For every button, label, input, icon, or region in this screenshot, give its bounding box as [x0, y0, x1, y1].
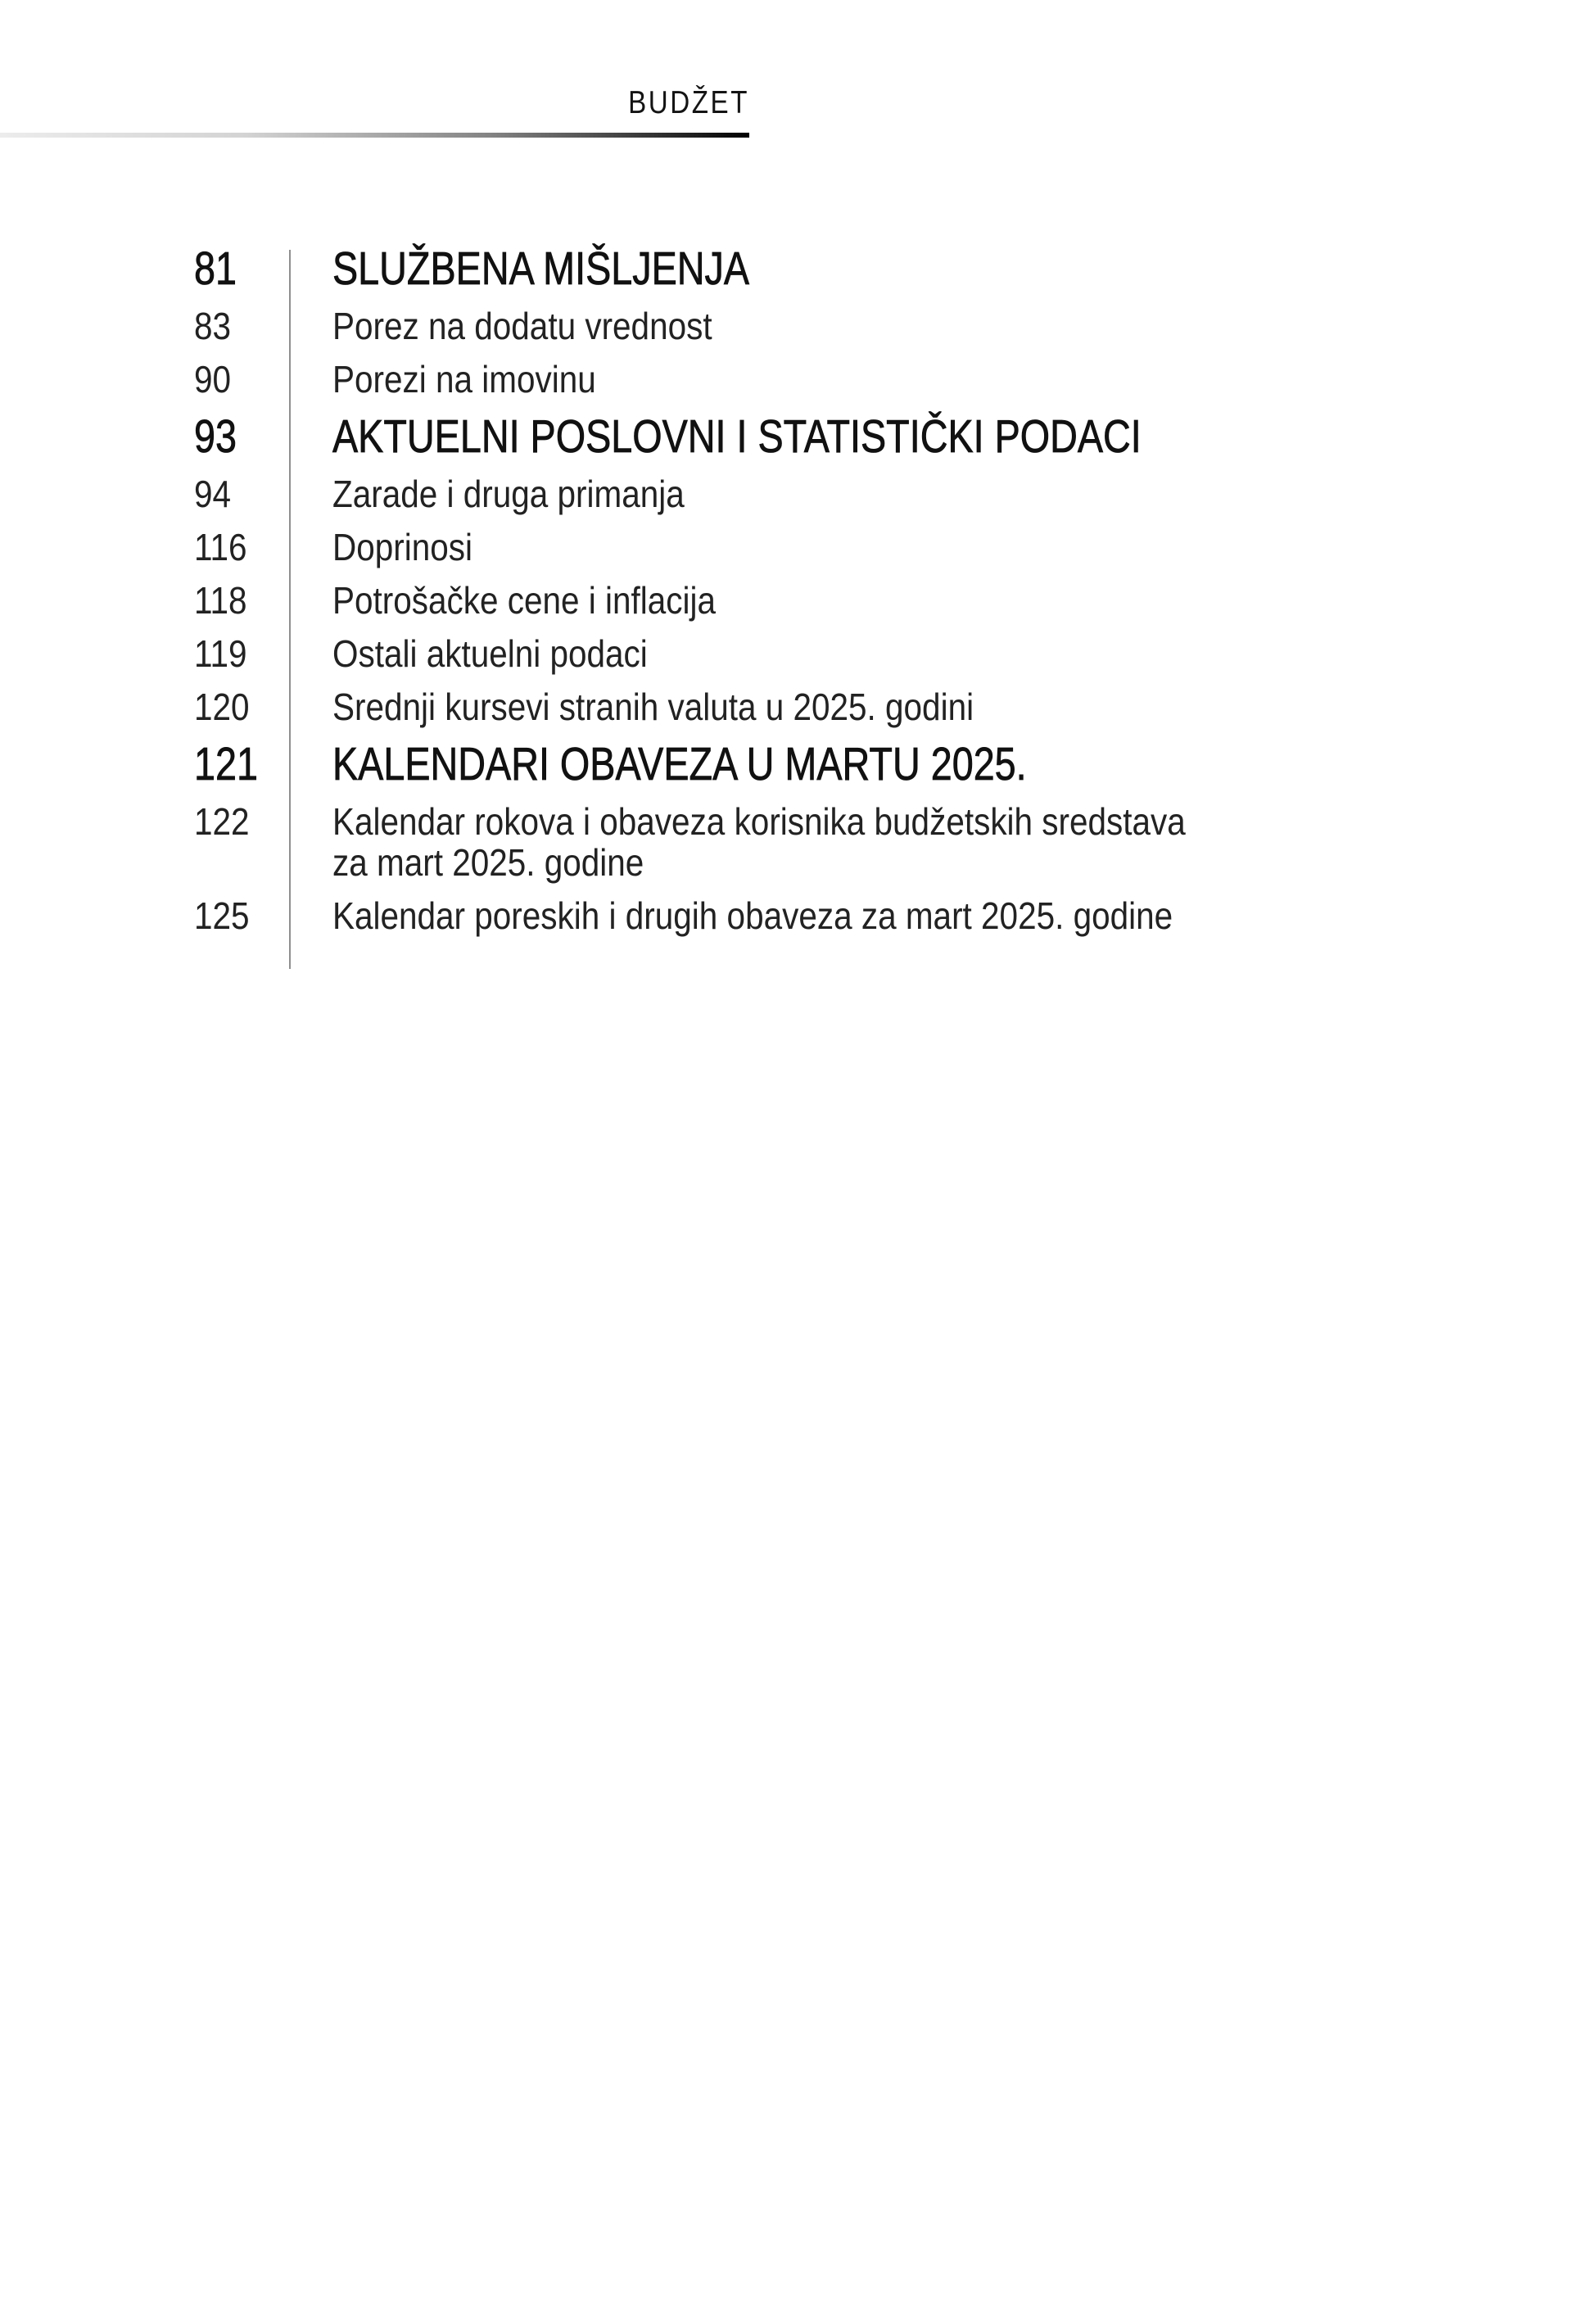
toc-page-number [194, 740, 291, 789]
toc-row [194, 306, 1504, 346]
toc-page-number [194, 473, 291, 514]
page-title [607, 85, 749, 121]
toc-row [194, 740, 1504, 789]
toc-entry-title-line [332, 359, 632, 400]
toc-entry-title-text: za mart 2025. godine [332, 841, 644, 884]
toc-entry-title-text: Kalendar poreskih i drugih obaveza za mart 2025. godine [332, 894, 1173, 937]
toc-entry-title-line [332, 412, 1319, 461]
toc-page-number [194, 359, 291, 400]
toc-entry-title [291, 740, 1179, 789]
toc-page-number [194, 801, 291, 842]
toc-page-number-text: 119 [194, 632, 247, 675]
toc-entry-title [291, 473, 732, 514]
toc-row [194, 527, 1504, 568]
toc-page-number-text: 120 [194, 686, 250, 728]
toc-entry-title [291, 244, 841, 293]
toc-entry-title-text: Porezi na imovinu [332, 358, 596, 401]
toc-page-number-text: 83 [194, 305, 232, 347]
toc-row [194, 244, 1504, 293]
toc-entry-title [291, 359, 632, 400]
toc [194, 244, 1504, 948]
toc-entry-title [291, 895, 1287, 936]
toc-page-number-text: 121 [194, 738, 258, 790]
toc-row [194, 686, 1504, 727]
toc-page-number-text: 90 [194, 358, 232, 401]
toc-entry-title-line [332, 740, 1179, 789]
toc-row [194, 412, 1504, 461]
toc-row [194, 895, 1504, 936]
toc-entry-title-line [332, 244, 841, 293]
toc-entry-title-line [332, 580, 768, 621]
toc-row [194, 801, 1504, 883]
toc-entry-title-line [332, 895, 1287, 936]
toc-page-number-text: 118 [194, 579, 247, 622]
toc-entry-title-text: AKTUELNI POSLOVNI I STATISTIČKI PODACI [332, 410, 1142, 463]
toc-row [194, 359, 1504, 400]
toc-page-number-text: 81 [194, 242, 237, 295]
toc-entry-title-text: Srednji kursevi stranih valuta u 2025. godini [332, 686, 974, 728]
toc-row [194, 580, 1504, 621]
toc-row [194, 473, 1504, 514]
toc-entry-title-line [332, 527, 491, 568]
toc-page-number [194, 633, 291, 674]
toc-entry-title [291, 686, 1061, 727]
toc-page-number [194, 895, 291, 936]
header-gradient-rule [0, 133, 749, 138]
page-title-text: BUDŽET [628, 85, 749, 120]
toc-entry-title-text: Ostali aktuelni podaci [332, 632, 648, 675]
toc-page-number-text: 122 [194, 800, 250, 843]
toc-page-number-text: 116 [194, 526, 247, 568]
toc-entry-title [291, 412, 1319, 461]
toc-page-number-text: 125 [194, 894, 250, 937]
toc-entry-title [291, 801, 1302, 883]
toc-entry-title [291, 527, 491, 568]
toc-page-number [194, 686, 291, 727]
toc-page-number [194, 527, 291, 568]
toc-entry-title-text: SLUŽBENA MIŠLJENJA [332, 242, 750, 295]
toc-entry-title-text: Potrošačke cene i inflacija [332, 579, 717, 622]
toc-entry-title [291, 633, 690, 674]
toc-page-number [194, 306, 291, 346]
toc-row [194, 633, 1504, 674]
toc-page-number-text: 93 [194, 410, 237, 463]
toc-entry-title-text: Porez na dodatu vrednost [332, 305, 712, 347]
toc-entry-title-line [332, 473, 732, 514]
toc-entry-title-text: Doprinosi [332, 526, 472, 568]
toc-page-number [194, 244, 291, 293]
toc-entry-title-line [332, 801, 1302, 842]
toc-entry-title-text: KALENDARI OBAVEZA U MARTU 2025. [332, 738, 1027, 790]
toc-entry-title-line [332, 686, 1061, 727]
toc-entry-title-text: Zarade i druga primanja [332, 473, 685, 515]
toc-entry-title-line [332, 306, 764, 346]
toc-entry-title [291, 306, 764, 346]
toc-entry-title-line [332, 842, 1302, 883]
toc-entry-title [291, 580, 768, 621]
toc-page-number [194, 412, 291, 461]
toc-entry-title-text: Kalendar rokova i obaveza korisnika budžetskih sredstava [332, 800, 1186, 843]
toc-page-number [194, 580, 291, 621]
toc-entry-title-line [332, 633, 690, 674]
toc-page-number-text: 94 [194, 473, 232, 515]
